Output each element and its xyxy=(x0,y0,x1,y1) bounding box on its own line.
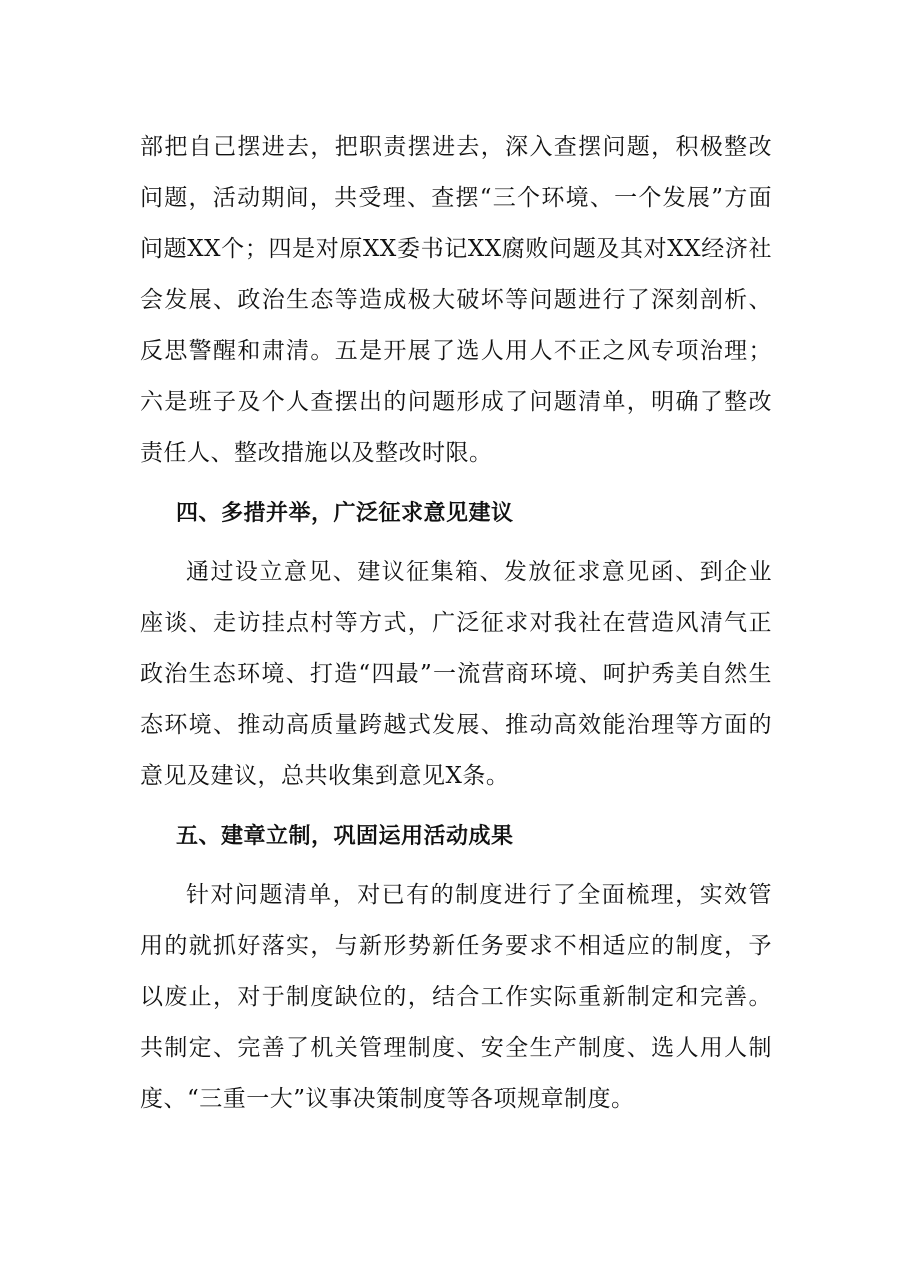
paragraph-regulations: 针对问题清单，对已有的制度进行了全面梳理，实效管用的就抓好落实，与新形势新任务要求不相适应的制度，予以废止，对于制度缺位的，结合工作实际重新制定和完善。共制定、完善了机关管理制度、安全生产制度、选人用人制度、“三重一大”议事决策制度等各项规章制度。 xyxy=(140,882,772,1112)
document-body xyxy=(140,122,772,1125)
paragraph-continuation: 部把自己摆进去，把职责摆进去，深入查摆问题，积极整改问题，活动期间，共受理、查摆“三个环境、一个发展”方面问题XX个；四是对原XX委书记XX腐败问题及其对XX经济社会发展、政治生态等造成极大破坏等问题进行了深刻剖析、反思警醒和肃清。五是开展了选人用人不正之风专项治理；六是班子及个人查摆出的问题形成了问题清单，明确了整改责任人、整改措施以及整改时限。 xyxy=(140,134,772,466)
section-heading-4: 四、多措并举，广泛征求意见建议 xyxy=(176,501,514,526)
paragraph-opinions: 通过设立意见、建议征集箱、发放征求意见函、到企业座谈、走访挂点村等方式，广泛征求对我社在营造风清气正政治生态环境、打造“四最”一流营商环境、呵护秀美自然生态环境、推动高质量跨越式发展、推动高效能治理等方面的意见及建议，总共收集到意见X条。 xyxy=(140,559,772,789)
section-heading-5: 五、建章立制，巩固运用活动成果 xyxy=(176,824,514,849)
